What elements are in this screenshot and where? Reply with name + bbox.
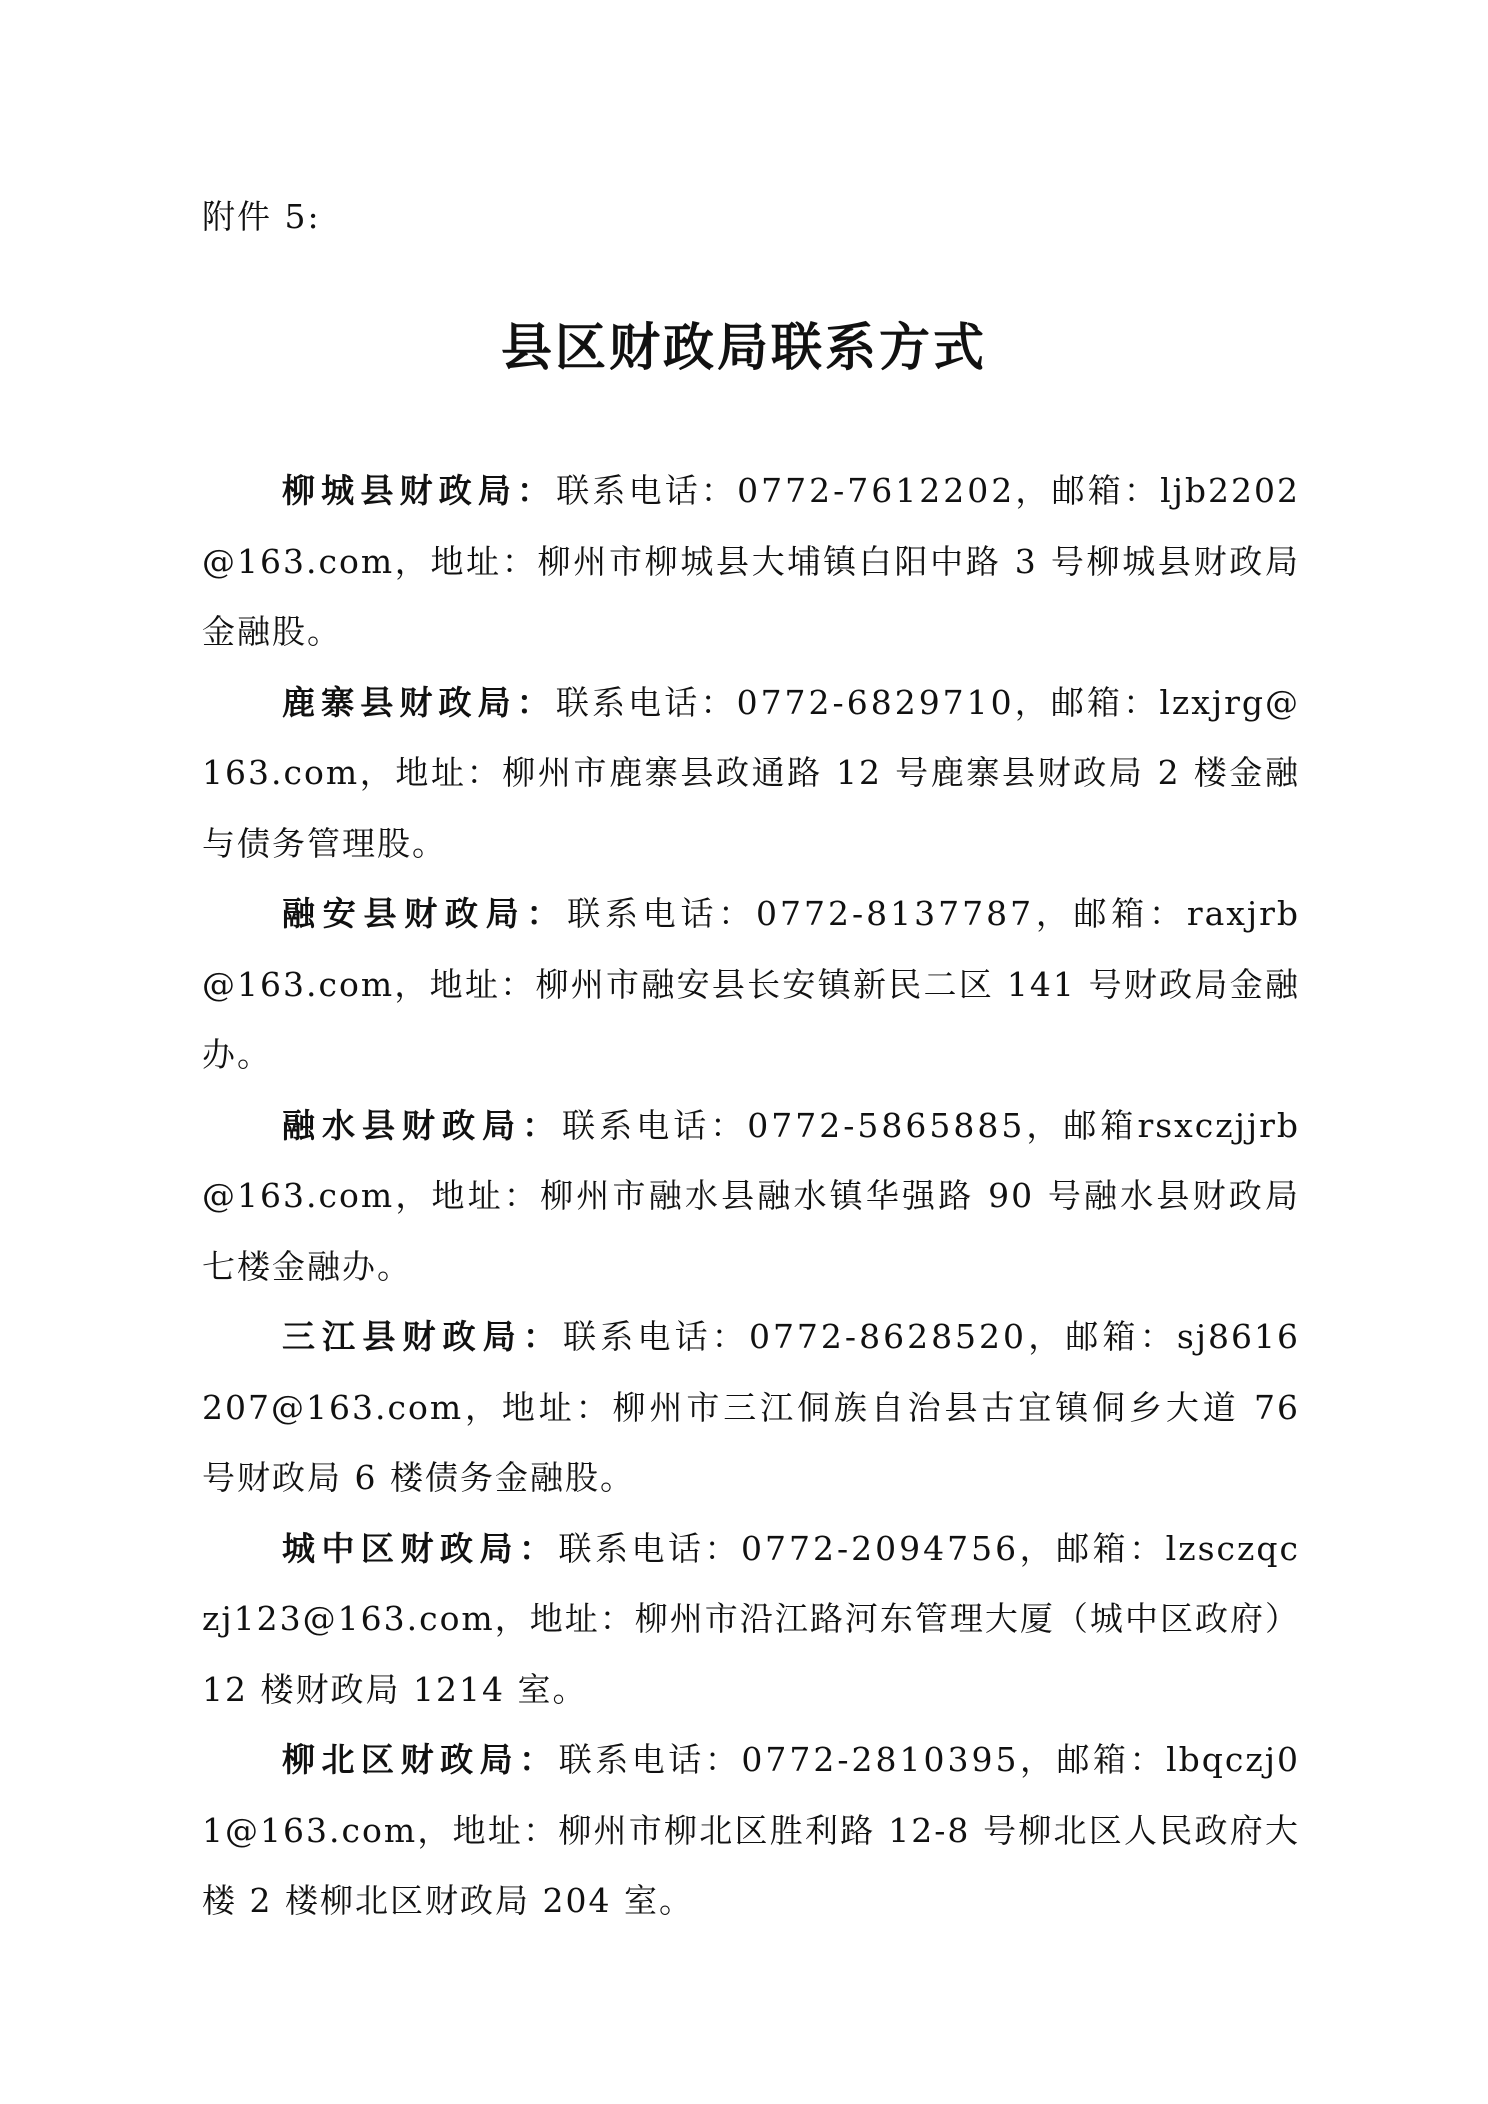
entry-contact: 联系电话：0772-8137787，邮箱： <box>567 894 1187 933</box>
contact-entry-sanjiang <box>202 1302 1300 1514</box>
entry-contact: 联系电话：0772-6829710，邮箱： <box>555 682 1160 722</box>
entry-org-name: 城中区财政局： <box>282 1528 559 1568</box>
contact-entry-rongshui <box>202 1091 1300 1303</box>
contact-entry-liucheng <box>202 456 1300 668</box>
entry-contact: 联系电话：0772-2810395，邮箱： <box>558 1740 1167 1779</box>
entry-details: lbqczj01@163.com，地址：柳州市柳北区胜利路 12-8 号柳北区人民政府大楼 2 楼柳北区财政局 204 室。 <box>202 1740 1300 1920</box>
entry-details: raxjrb@163.com，地址：柳州市融安县长安镇新民二区 141 号财政局金融办。 <box>202 894 1301 1074</box>
contact-entry-chengzhong <box>202 1514 1300 1726</box>
attachment-label: 附件 5: <box>202 197 321 236</box>
entry-details: ljb2202@163.com，地址：柳州市柳城县大埔镇白阳中路 3 号柳城县财政局金融股。 <box>202 471 1300 651</box>
entry-org-name: 融水县财政局： <box>282 1105 563 1145</box>
entry-details: lzxjrg@163.com，地址：柳州市鹿寨县政通路 12 号鹿寨县财政局 2 楼金融与债务管理股。 <box>202 682 1301 863</box>
entry-org-name: 柳北区财政局： <box>282 1740 559 1779</box>
entry-org-name: 三江县财政局： <box>282 1317 564 1356</box>
entry-contact: 联系电话：0772-2094756，邮箱： <box>558 1528 1166 1568</box>
contact-entry-luzhai <box>202 668 1300 880</box>
contact-entry-rongan <box>202 879 1300 1091</box>
entry-details: rsxczjjrb@163.com，地址：柳州市融水县融水镇华强路 90 号融水县财政局七楼金融办。 <box>202 1105 1301 1286</box>
entry-details: sj8616207@163.com，地址：柳州市三江侗族自治县古宜镇侗乡大道 76 号财政局 6 楼债务金融股。 <box>202 1317 1301 1497</box>
entry-contact: 联系电话：0772-5865885，邮箱 <box>562 1105 1138 1145</box>
contact-entry-liubei <box>202 1725 1300 1937</box>
entry-org-name: 柳城县财政局： <box>282 471 557 510</box>
entry-details: lzsczqczj123@163.com，地址：柳州市沿江路河东管理大厦（城中区政府）12 楼财政局 1214 室。 <box>202 1528 1300 1709</box>
entry-contact: 联系电话：0772-8628520，邮箱： <box>563 1317 1177 1356</box>
contact-list <box>202 456 1300 1937</box>
entry-org-name: 融安县财政局： <box>282 894 568 933</box>
document-title: 县区财政局联系方式 <box>500 318 987 378</box>
entry-org-name: 鹿寨县财政局： <box>282 682 556 722</box>
entry-contact: 联系电话：0772-7612202，邮箱： <box>556 471 1161 510</box>
